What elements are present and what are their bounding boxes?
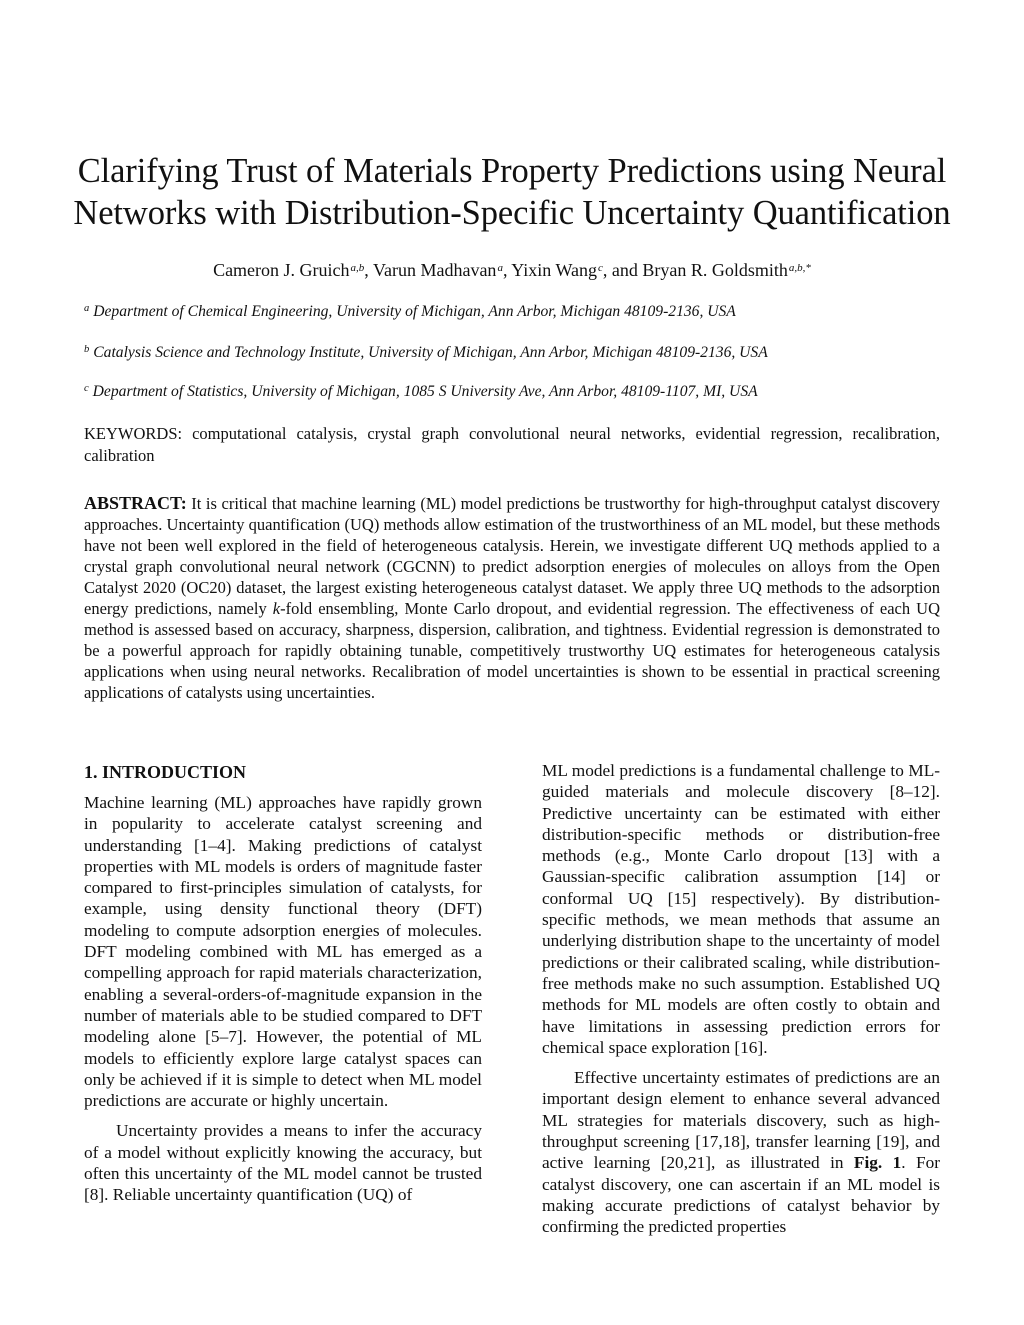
intro-paragraph-4 (542, 1067, 940, 1237)
abstract-k-italic: k (272, 599, 281, 618)
figure-reference: Fig. 1 (853, 1153, 902, 1173)
abstract-text-cont: -fold ensembling, Monte Carlo dropout, and evidential regression. The effectiveness of each UQ method is assessed based on accuracy, sharpness, dispersion, calibration, and tightness. Evidential regression is demonstrated to be a powerful approach for rapidly obtaining tunable, competitively trustworthy UQ estimates for heterogeneous catalysis applications when using neural networks. Recalibration of model uncertainties is shown to be essential in practical screening applications of catalysts using uncertainties. (84, 599, 940, 702)
affiliation-c (84, 381, 964, 403)
author-name: Bryan R. Goldsmith (642, 260, 788, 280)
affiliation-mark: b (84, 344, 90, 355)
intro-paragraph-2: Uncertainty provides a means to infer the accuracy of a model without explicitly knowing the accuracy, but often this uncertainty of the ML model cannot be trusted [8]. Reliable uncertainty quantification (UQ) of (84, 1121, 482, 1205)
abstract-label: ABSTRACT: (84, 493, 187, 513)
author-separator: , (364, 260, 373, 280)
intro-paragraph-3: ML model predictions is a fundamental challenge to ML-guided materials and molecule discovery [8–12]. Predictive uncertainty can be estimated with either distribution-specific methods or distribution-free methods (e.g., Monte Carlo dropout [13] with a Gaussian-specific calibration assumption [14] or conformal UQ [15] respectively). By distribution-specific methods, we mean methods that assume an underlying distribution shape to the uncertainty of model predictions or their calibrated scaling, while distribution-free methods make no such assumption. Established UQ methods for ML models are often costly to obtain and have limitations in assessing prediction errors for chemical space exploration [16]. (542, 761, 940, 1057)
author-affiliation-mark: c (598, 262, 603, 274)
affiliation-mark: a (84, 303, 90, 314)
author-separator: , and (602, 260, 643, 280)
affiliation-b (84, 342, 964, 364)
paragraph-text: Effective uncertainty estimates of predictions are an important design element to enhance several advanced ML strategies for materials discovery, such as high-throughput screening [17,18], transfer learning [19], and active learning [20,21], as illustrated in (542, 1068, 940, 1173)
affiliation-text: Department of Statistics, University of Michigan, 1085 S University Ave, Ann Arbor, 48109-1107, MI, USA (92, 383, 758, 400)
keywords: KEYWORDS: computational catalysis, crystal graph convolutional neural networks, evidential regression, recalibration, calibration (84, 424, 940, 465)
left-column (84, 760, 482, 1215)
affiliation-a (84, 301, 964, 323)
author-separator: , (502, 260, 512, 280)
author-name: Yixin Wang (511, 260, 598, 280)
abstract-text: It is critical that machine learning (ML) model predictions be trustworthy for high-throughput catalyst discovery approaches. Uncertainty quantification (UQ) methods allow estimation of the trustworthiness of an ML model, but these methods have not been well explored in the field of heterogeneous catalysis. Herein, we investigate different UQ methods applied to a crystal graph convolutional neural network (CGCNN) to predict adsorption energies of molecules on alloys from the Open Catalyst 2020 (OC20) dataset, the largest existing heterogeneous catalyst dataset. We apply three UQ methods to the adsorption energy predictions, namely (84, 494, 940, 618)
right-column (542, 760, 940, 1247)
section-heading-introduction: 1. INTRODUCTION (84, 762, 247, 782)
affiliation-text: Department of Chemical Engineering, University of Michigan, Ann Arbor, Michigan 48109-2136, USA (93, 303, 736, 320)
affiliation-text: Catalysis Science and Technology Institute, University of Michigan, Ann Arbor, Michigan 48109-2136, USA (93, 344, 768, 361)
author-affiliation-mark: a (497, 262, 503, 274)
author-affiliation-mark: a,b (350, 262, 365, 274)
author-name: Varun Madhavan (372, 260, 497, 280)
author-list (60, 258, 964, 282)
affiliation-mark: c (84, 383, 89, 394)
paragraph-text-cont: . For catalyst discovery, one can ascertain if an ML model is making accurate predictions of catalyst behavior by confirming the predicted properties (542, 1153, 940, 1237)
intro-paragraph-1: Machine learning (ML) approaches have rapidly grown in popularity to accelerate catalyst screening and understanding [1–4]. Making predictions of catalyst properties with ML models is orders of magnitude faster compared to first-principles simulation of catalysts, for example, using density functional theory (DFT) modeling to compute adsorption energies of molecules. DFT modeling combined with ML has emerged as a compelling approach for rapid materials characterization, enabling a several-orders-of-magnitude expansion in the number of materials able to be studied compared to DFT modeling alone [5–7]. However, the potential of ML models to efficiently explore large catalyst spaces can only be achieved if it is simple to detect when ML model predictions are accurate or highly uncertain. (84, 793, 482, 1111)
paper-title: Clarifying Trust of Materials Property Predictions using Neural Networks with Distribution-Specific Uncertainty Quantification (73, 152, 951, 232)
author-affiliation-mark: a,b,* (788, 262, 811, 274)
author-name: Cameron J. Gruich (213, 260, 350, 280)
abstract (84, 493, 940, 703)
